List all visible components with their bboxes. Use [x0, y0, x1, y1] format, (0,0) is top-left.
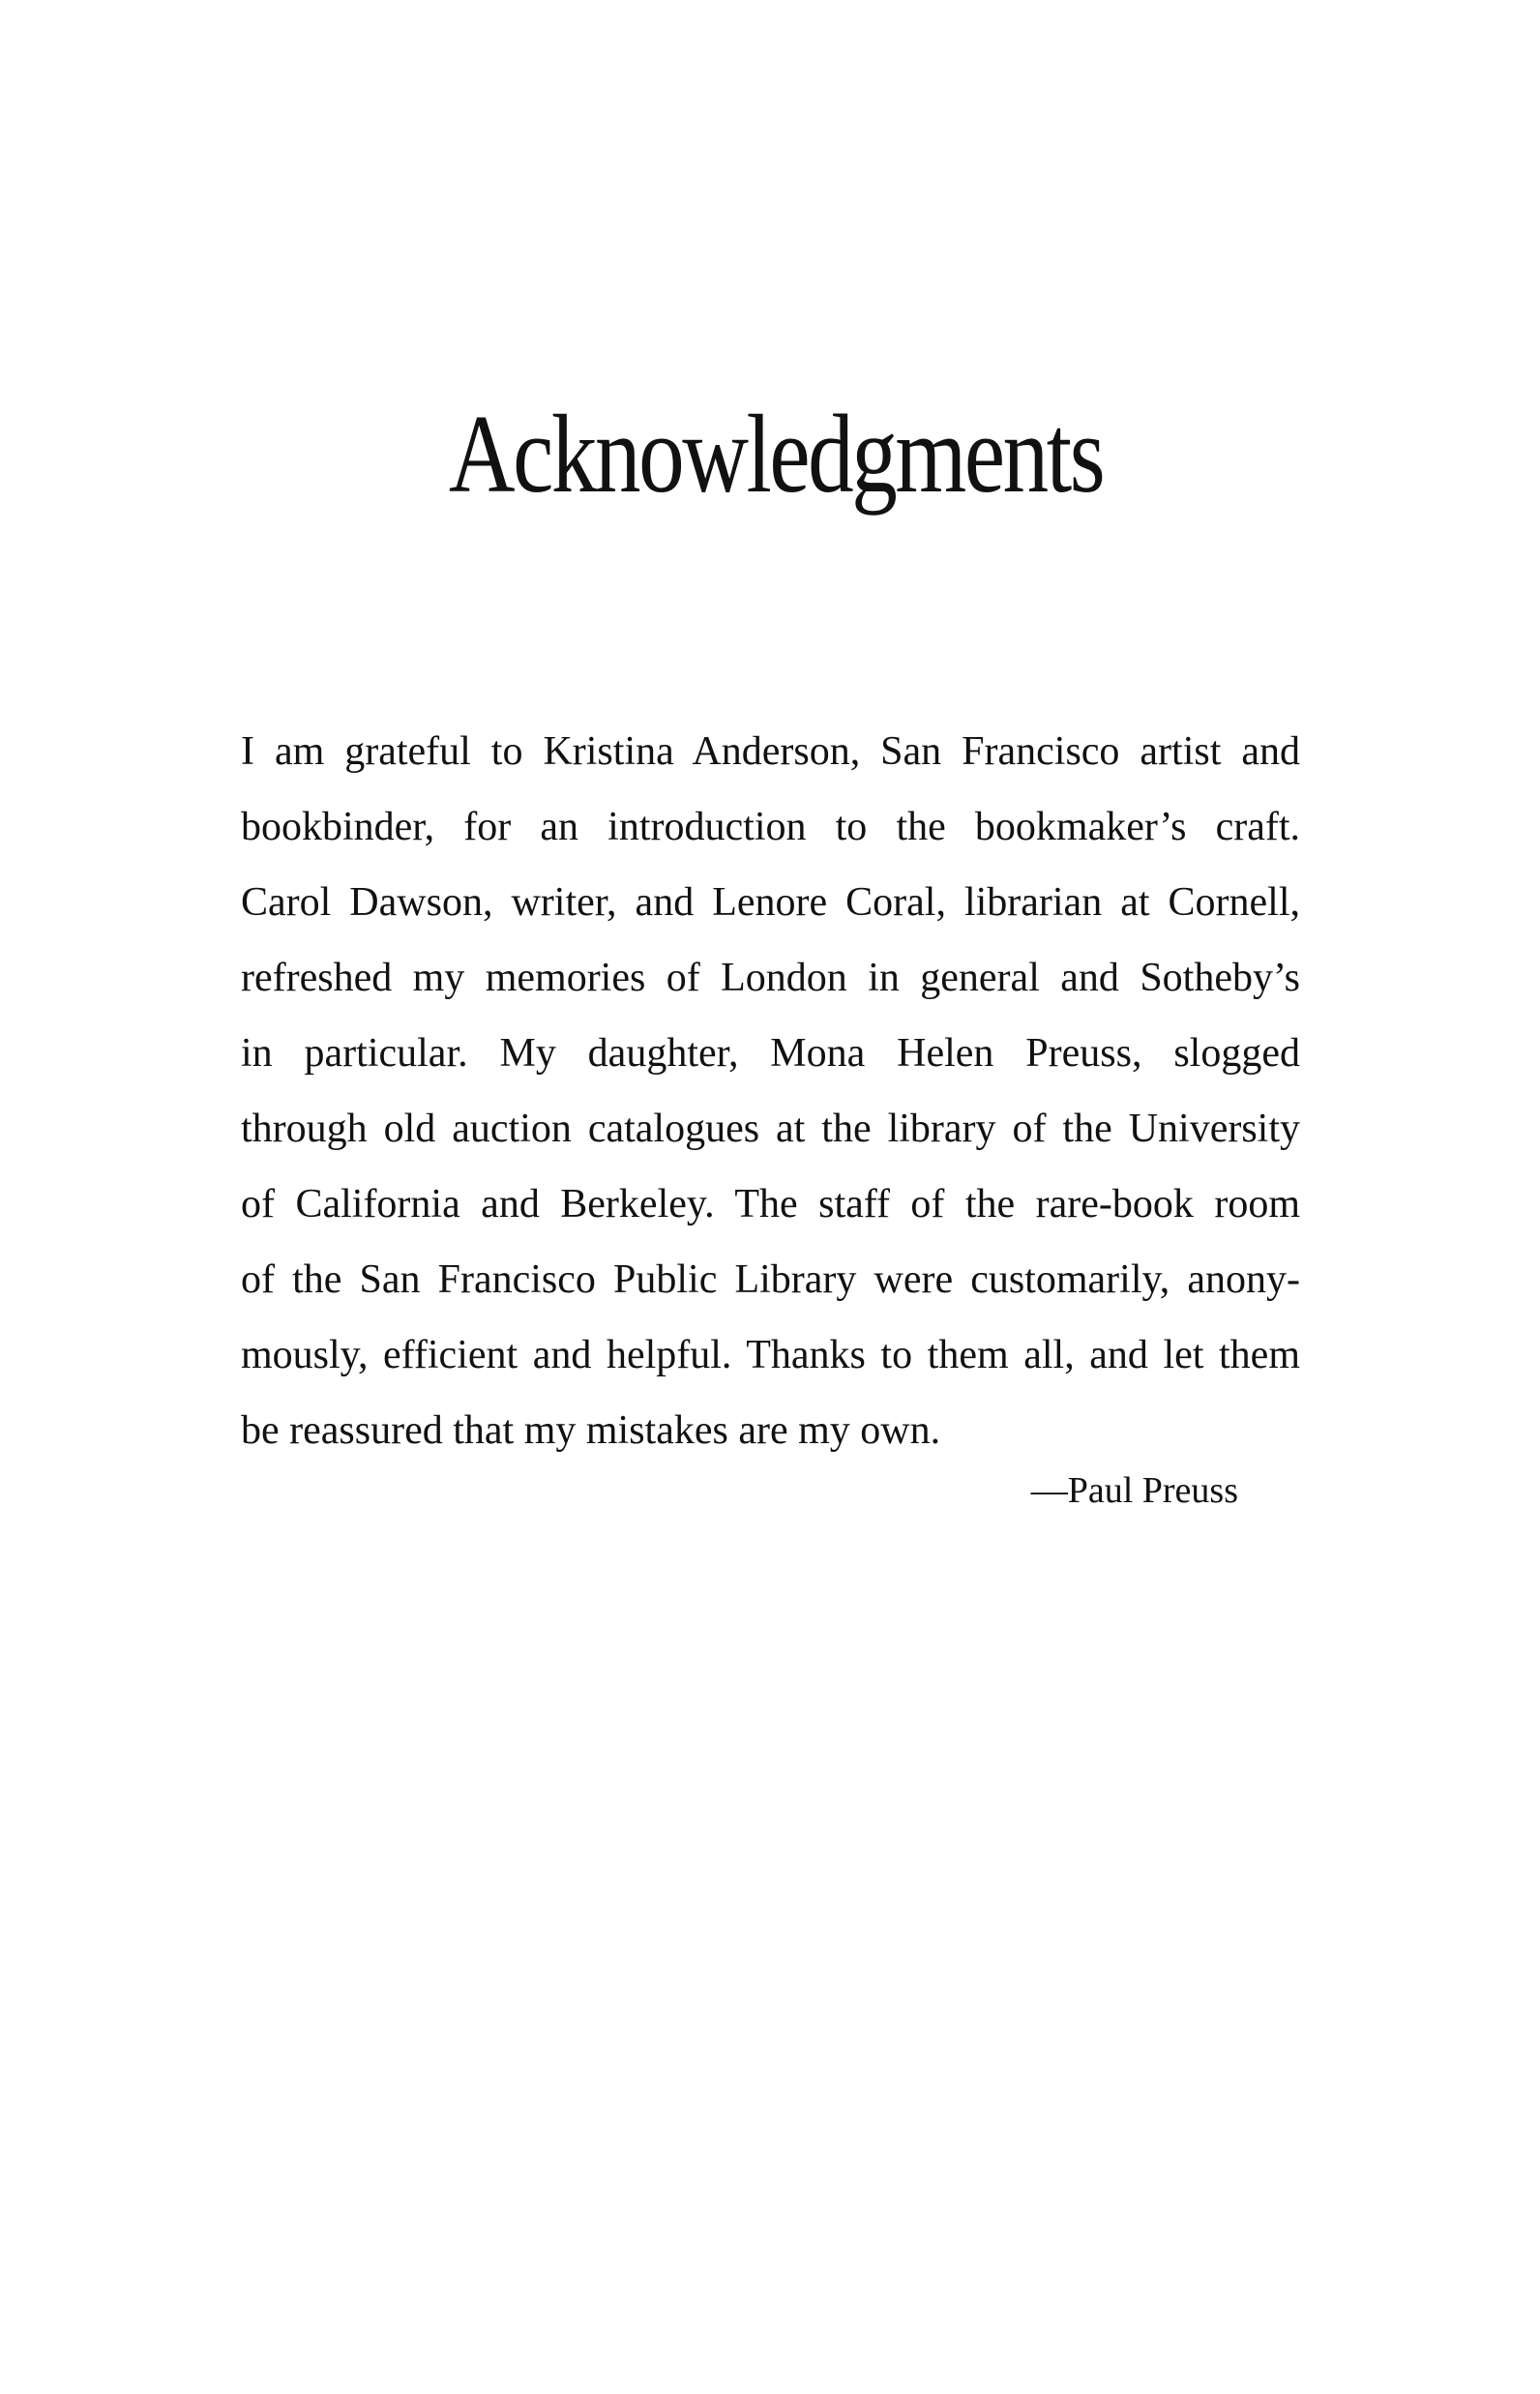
page-title: Acknowledgments [448, 393, 1104, 517]
paragraph-line: be reassured that my mistakes are my own. [241, 1408, 941, 1453]
paragraph-line: through old auction catalogues at the library of the University [241, 1107, 1300, 1151]
paragraph-line: refreshed my memories of London in general and Sotheby’s [241, 956, 1300, 1000]
paragraph-line: mously, efficient and helpful. Thanks to them all, and let them [241, 1333, 1300, 1377]
acknowledgment-paragraph [241, 714, 1300, 1468]
paragraph-line: in particular. My daughter, Mona Helen Preuss, slogged [241, 1031, 1300, 1076]
paragraph-line: of the San Francisco Public Library were customarily, anony- [241, 1257, 1300, 1302]
paragraph-line: Carol Dawson, writer, and Lenore Coral, librarian at Cornell, [241, 880, 1300, 925]
paragraph-line: I am grateful to Kristina Anderson, San Francisco artist and [241, 729, 1300, 774]
author-signature: —Paul Preuss [1030, 1470, 1238, 1511]
paragraph-line: of California and Berkeley. The staff of the rare-book room [241, 1182, 1300, 1227]
paragraph-line: bookbinder, for an introduction to the bookmaker’s craft. [241, 805, 1300, 849]
